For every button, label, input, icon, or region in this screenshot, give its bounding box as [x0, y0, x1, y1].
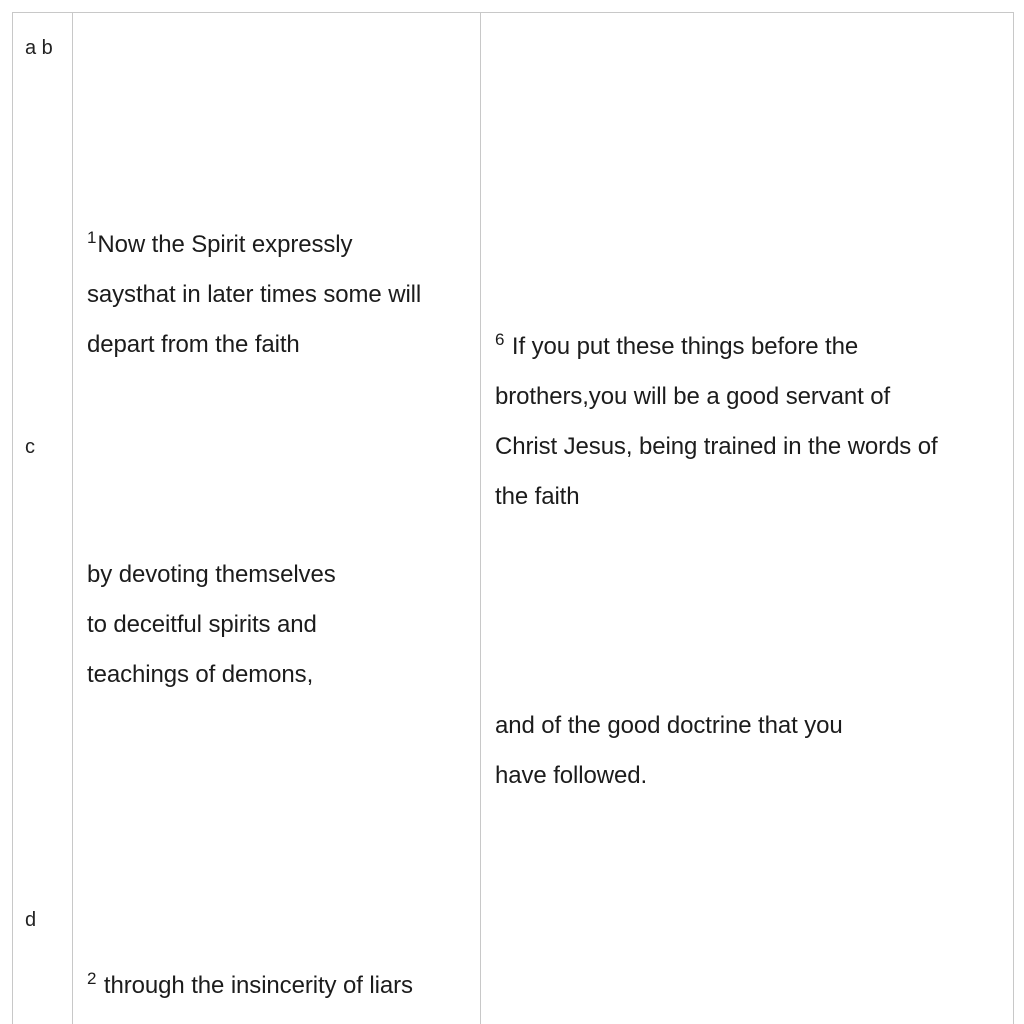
verse-line: saysthat in later times some will	[87, 281, 422, 308]
verse-line: have followed.	[495, 762, 648, 789]
verse-line: by devoting themselves	[87, 561, 336, 588]
verse-line: and of the good doctrine that you	[495, 712, 843, 739]
verse-line: the faith	[495, 483, 580, 510]
left-block-2	[87, 550, 336, 700]
verse-number: 1	[87, 228, 97, 247]
verse-line: Christ Jesus, being trained in the words of	[495, 433, 938, 460]
right-verse-6	[495, 322, 938, 522]
left-verse-1	[87, 220, 421, 370]
verse-number: 2	[87, 969, 97, 988]
verse-line: $^1$Now the Spirit expressly	[87, 228, 353, 258]
column-divider-2	[480, 12, 481, 1024]
verse-line: to deceitful spirits and	[87, 611, 317, 638]
marker-c: c	[25, 436, 35, 458]
verse-line: $^6$ If you put these things before the	[495, 330, 859, 360]
verse-line: brothers,you will be a good servant of	[495, 383, 891, 410]
marker-ab: a b	[25, 37, 53, 59]
verse-line: depart from the faith	[87, 331, 300, 358]
left-verse-2	[87, 961, 413, 1011]
verse-number: 6	[495, 330, 505, 349]
marker-d: d	[25, 909, 37, 931]
column-divider-1	[72, 12, 73, 1024]
verse-line: $^2$ through the insincerity of liars	[87, 969, 413, 999]
right-block-2	[495, 701, 843, 801]
verse-line: teachings of demons,	[87, 661, 314, 688]
